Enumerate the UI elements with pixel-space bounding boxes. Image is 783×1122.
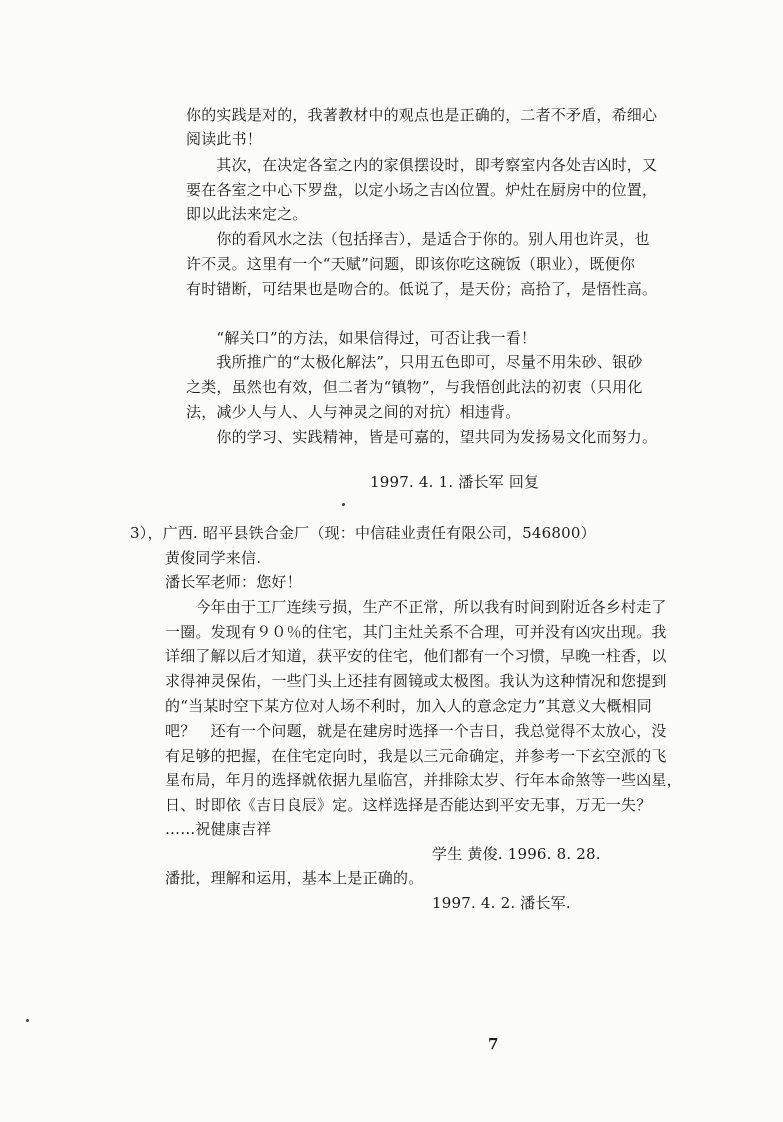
text-line: “解关口”的方法，如果信得过，可否让我一看！ (186, 329, 537, 347)
text-line: 你的学习、实践精神，皆是可嘉的，望共同为发扬易文化而努力。 (186, 428, 658, 446)
letter-subtitle: 黄俊同学来信. (165, 549, 262, 567)
text-line: 吧？ 还有一个问题，就是在建房时选择一个吉日，我总觉得不太放心，没 (165, 722, 667, 740)
text-line: 今年由于工厂连续亏损，生产不正常，所以我有时间到附近各乡村走了 (165, 598, 667, 616)
text-line: 要在各室之中心下罗盘，以定小场之吉凶位置。炉灶在厨房中的位置， (186, 181, 658, 199)
text-line: 你的看风水之法（包括择吉），是适合于你的。别人用也许灵，也 (186, 230, 650, 248)
teacher-reply: 潘批，理解和运用，基本上是正确的。 (165, 869, 424, 887)
student-signature: 学生 黄俊. 1996. 8. 28. (432, 845, 601, 863)
text-line: 的“当某时空下某方位对人场不利时，加入人的意念定力”其意义大概相同 (165, 697, 652, 715)
section-heading: 3），广西. 昭平县铁合金厂（现：中信硅业责任有限公司，546800） (130, 524, 596, 542)
text-line: 有足够的把握，在住宅定向时，我是以三元命确定，并参考一下玄空派的飞 (165, 747, 667, 765)
text-line: 之类，虽然也有效，但二者为“镇物”，与我悟创此法的初衷（只用化 (186, 378, 643, 396)
reply-signature: 1997. 4. 2. 潘长军. (432, 894, 571, 912)
text-line: 一圈。发现有９０％的住宅，其门主灶关系不合理，可并没有凶灾出现。我 (165, 623, 667, 641)
scan-speck (26, 1019, 29, 1022)
text-line: 我所推广的“太极化解法”，只用五色即可，尽量不用朱砂、银砂 (186, 353, 643, 371)
text-line: 即以此法来定之。 (186, 205, 308, 223)
text-line: 求得神灵保佑，一些门头上还挂有圆镜或太极图。我认为这种情况和您提到 (165, 672, 667, 690)
page-number: 7 (488, 1035, 499, 1053)
text-line: 详细了解以后才知道，获平安的住宅，他们都有一个习惯，早晚一柱香，以 (165, 647, 667, 665)
text-line: 有时错断，可结果也是吻合的。低说了，是天份；高拾了，是悟性高。 (186, 280, 658, 298)
text-line: 其次，在决定各室之内的家俱摆设时，即考察室内各处吉凶时，又 (186, 156, 658, 174)
text-line: 你的实践是对的，我著教材中的观点也是正确的，二者不矛盾，希细心 (186, 106, 658, 124)
text-line: 许不灵。这里有一个“天赋”问题，即该你吃这碗饭（职业），既便你 (186, 255, 636, 273)
text-line: 星布局，年月的选择就依据九星临宫，并排除太岁、行年本命煞等一些凶星， (165, 771, 682, 789)
scan-speck (342, 503, 345, 506)
text-line: ……祝健康吉祥 (165, 820, 272, 838)
reply-signature: 1997. 4. 1. 潘长军 回复 (370, 473, 540, 491)
text-line: 法，减少人与人、人与神灵之间的对抗）相违背。 (186, 403, 521, 421)
text-line: 日、时即依《吉日良辰》定。这样选择是否能达到平安无事，万无一失？ (165, 796, 652, 814)
text-line: 阅读此书！ (186, 130, 263, 148)
letter-greeting: 潘长军老师：您好！ (165, 573, 302, 591)
